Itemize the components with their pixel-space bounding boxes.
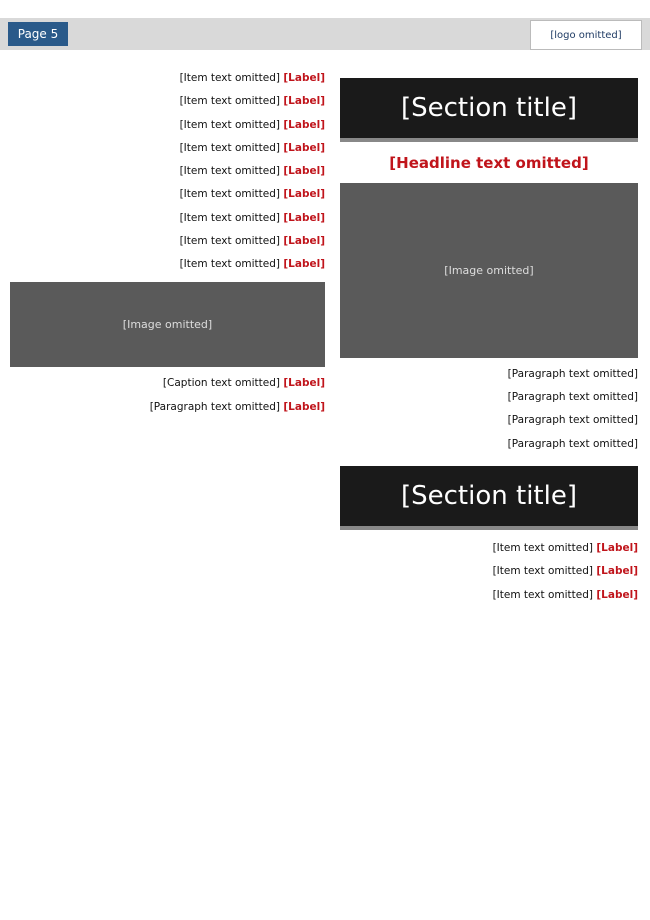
item-label: [Label] <box>283 211 325 224</box>
item-label: [Label] <box>283 188 325 201</box>
item-label: [Label] <box>283 234 325 247</box>
item-label: [Label] <box>283 72 325 84</box>
item-label: [Label] <box>283 258 325 271</box>
photo: [Image omitted] <box>10 282 325 367</box>
item-text: [Item text omitted] <box>179 95 281 108</box>
item-label: [Label] <box>596 588 638 601</box>
item-text: [Item text omitted] <box>179 188 281 201</box>
item-text: [Item text omitted] <box>179 118 281 131</box>
list-item <box>10 186 325 202</box>
list-item <box>10 140 325 156</box>
item-text: [Item text omitted] <box>179 141 281 154</box>
right-column <box>340 78 638 610</box>
item-text: [Paragraph text omitted] <box>149 400 281 413</box>
headline: [Headline text omitted] <box>389 154 589 173</box>
list-item <box>10 375 325 391</box>
paragraph: [Paragraph text omitted] <box>507 437 638 450</box>
list-item <box>340 540 638 556</box>
list-item <box>340 563 638 579</box>
paragraph: [Paragraph text omitted] <box>507 367 638 380</box>
paragraph: [Paragraph text omitted] <box>507 391 638 404</box>
list-item <box>10 256 325 272</box>
left-column <box>10 70 325 422</box>
list-item <box>10 163 325 179</box>
paragraph: [Paragraph text omitted] <box>507 414 638 427</box>
section-title: [Section title] <box>340 466 638 530</box>
list-item <box>10 117 325 133</box>
item-label: [Label] <box>596 565 638 578</box>
photo: [Image omitted] <box>340 183 638 358</box>
page-number: Page 5 <box>8 22 68 46</box>
logo: [logo omitted] <box>530 20 642 50</box>
item-text: [Item text omitted] <box>492 565 594 578</box>
item-label: [Label] <box>283 141 325 154</box>
list-item <box>340 587 638 603</box>
list-item <box>10 70 325 86</box>
item-text: [Item text omitted] <box>179 72 281 84</box>
item-label: [Label] <box>283 377 325 390</box>
item-label: [Label] <box>283 95 325 108</box>
list-item <box>10 233 325 249</box>
item-label: [Label] <box>283 118 325 131</box>
list-item <box>10 399 325 415</box>
item-label: [Label] <box>596 542 638 555</box>
item-text: [Caption text omitted] <box>162 377 281 390</box>
item-text: [Item text omitted] <box>492 588 594 601</box>
item-text: [Item text omitted] <box>179 211 281 224</box>
item-label: [Label] <box>283 400 325 413</box>
section-title: [Section title] <box>340 78 638 142</box>
item-text: [Item text omitted] <box>179 165 281 178</box>
item-text: [Item text omitted] <box>179 234 281 247</box>
list-item <box>10 210 325 226</box>
item-text: [Item text omitted] <box>179 258 281 271</box>
list-item <box>10 93 325 109</box>
item-text: [Item text omitted] <box>492 542 594 555</box>
item-label: [Label] <box>283 165 325 178</box>
